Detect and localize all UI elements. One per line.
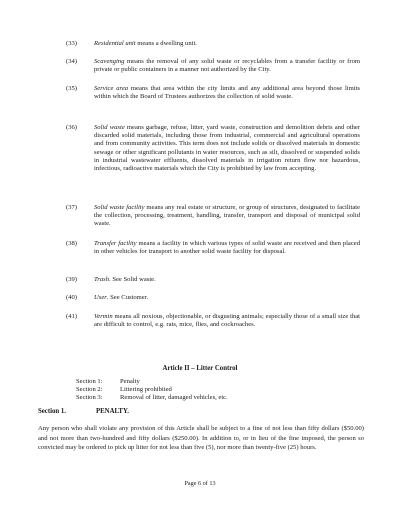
definition-term: Scavenging [94,58,125,65]
penalty-paragraph: Any person who shall violate any provision of this Article shall be subject to a fine of not less than fifty dollars ($50.00) and not more than two-hundred and fifty dollars ($250.00). In addition to, or in lieu of the fine imposed, the person so convicted may be ordered to pick up litter for not less than five (5), nor more than twenty-five (25) hours. [38,425,364,451]
definition-text: means all noxious, objectionable, or disgusting animals; especially those of a small size that are difficult to control, e.g. rats, mice, flies, and cockroaches. [94,313,360,329]
definition-text: means that area within the city limits and any additional area beyond those limits within which the Board of Trustees authorizes the collection of solid waste. [94,85,360,101]
definition-number: (37) [66,204,77,211]
section-title: Penalty [120,378,140,385]
definition-term: Transfer facility [94,240,137,247]
definition-number: (38) [66,240,77,247]
definition-number: (35) [66,85,77,92]
definition-text: means a facility in which various types of solid waste are received and then placed in other vehicles for transport to another solid waste facility for disposal. [94,240,361,256]
definition-number: (33) [66,40,77,47]
article-title: Article II – Litter Control [162,365,238,372]
definition-number: (41) [66,313,77,320]
definition-text: means a dwelling unit. [135,40,197,47]
section-label: Section 1: [76,378,103,385]
definition-text: . See Customer. [106,294,149,301]
definition-text: means garbage, refuse, litter, yard waste, construction and demolition debris and other discarded solid materials, including those from industrial, commercial and agricultural operations and from community activities. This term does not include solids or dissolved materials in domestic sewage or other significant pollutants in water resources, such as silt, dissolved or suspended solids in industrial wastewater effluents, dissolved materials in irrigation return flow nor hazardous, infectious, radioactive materials which the City is prohibited by law from accepting. [94,124,360,173]
section-heading-title: PENALTY. [96,408,129,415]
section-heading [38,408,129,415]
section-title: Removal of litter, damaged vehicles, etc. [120,394,228,401]
definition-term: Trash [94,276,110,283]
definition-number: (36) [66,124,77,131]
definition-term: Service area [94,85,129,92]
definition-number: (34) [66,58,77,65]
definition-number: (39) [66,276,77,283]
definition-term: Solid waste [94,124,125,131]
definition-term: Vermin [94,313,113,320]
definition-term: Residential unit [94,40,136,47]
definition-text: means any real estate or structure, or group of structures, designated to facilitate the collection, processing, treatment, handling, transfer, transport and disposal of municipal solid waste. [94,204,361,228]
section-title: Littering prohibited [120,386,172,393]
section-heading-number: Section 1. [38,408,66,415]
section-label: Section 2: [76,386,103,393]
page-footer: Page 6 of 13 [184,480,216,487]
definition-term: User [94,294,107,301]
definition-number: (40) [66,294,77,301]
definition-text: means the removal of any solid waste or recyclables from a transfer facility or from private or public containers in a manner not authorized by the City. [94,58,360,74]
section-label: Section 3: [76,394,103,401]
definition-term: Solid waste facility [94,204,145,211]
definition-text: . See Solid waste. [109,276,156,283]
